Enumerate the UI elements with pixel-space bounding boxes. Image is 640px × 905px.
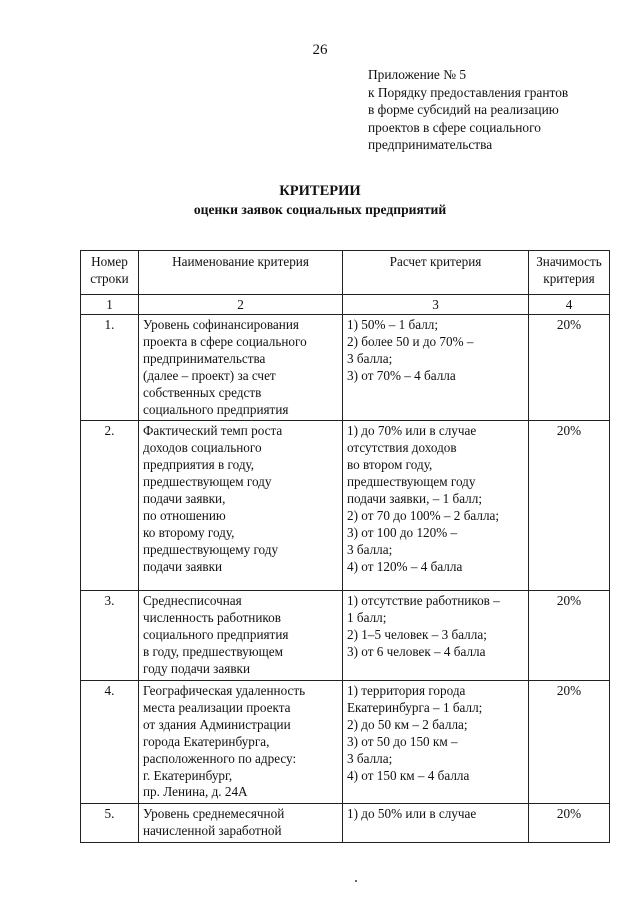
criterion-calc [343,804,529,843]
appendix-note [368,66,628,154]
text-line: 1) территория города [347,682,466,698]
text-line: подачи заявки, – 1 балл; [347,491,482,507]
text-line: во втором году, [347,457,433,473]
criteria-table [80,250,610,843]
text-line: предшествующем году [347,474,476,490]
text-line: предшествующем году [143,474,272,490]
text-line: собственных средств [143,384,262,400]
header-criterion-weight [529,251,610,295]
document-title: КРИТЕРИИ [279,183,361,199]
text-line: (далее – проект) за счет [143,367,276,383]
header-criterion-calc [343,251,529,295]
text-line: 2) от 70 до 100% – 2 балла; [347,507,500,523]
text-line: 1) до 70% или в случае [347,423,477,439]
text-line: от здания Администрации [143,716,291,732]
text-line: ко второму году, [143,524,235,540]
text-line: Географическая удаленность [143,682,306,698]
header-line: Значимость [536,254,602,269]
row-number: 3. [81,591,139,681]
text-line: подачи заявки, [143,491,226,507]
text-line: отсутствия доходов [347,440,457,456]
text-line: места реализации проекта [143,699,291,715]
table-row [81,421,610,591]
column-index: 4 [529,295,610,315]
criterion-name [139,315,343,421]
appendix-line: в форме субсидий на реализацию [368,102,559,118]
text-line: по отношению [143,507,226,523]
table-row [81,804,610,843]
text-line: пр. Ленина, д. 24А [143,784,248,800]
text-line: 4) от 150 км – 4 балла [347,767,470,783]
text-line: доходов социального [143,440,262,456]
text-line: предпринимательства [143,350,266,366]
text-line: расположенного по адресу: [143,750,297,766]
text-line: Среднесписочная [143,593,242,609]
text-line: 3 балла; [347,350,393,366]
header-line: Наименование критерия [172,254,309,269]
text-line: 1) 50% – 1 балл; [347,317,439,332]
text-line: 3) от 100 до 120% – [347,524,458,540]
document-subtitle: оценки заявок социальных предприятий [193,202,447,217]
column-index: 3 [343,295,529,315]
text-line: 1) отсутствие работников – [347,593,500,609]
text-line: Уровень софинансирования [143,317,299,332]
row-number: 2. [81,421,139,591]
criterion-weight: 20% [529,804,610,843]
appendix-line: к Порядку предоставления грантов [368,84,569,100]
table-row [81,591,610,681]
scan-dot [355,880,357,882]
criterion-weight: 20% [529,591,610,681]
text-line: Фактический темп роста [143,423,283,439]
text-line: 3 балла; [347,750,393,766]
table-row [81,680,610,803]
text-line: социального предприятия [143,627,289,643]
criterion-weight: 20% [529,315,610,421]
text-line: 3 балла; [347,541,393,557]
text-line: города Екатеринбурга, [143,733,270,749]
criterion-name [139,804,343,843]
appendix-line: Приложение № 5 [368,67,467,82]
header-line: Номер [91,254,128,269]
criterion-weight: 20% [529,421,610,591]
text-line: предприятия в году, [143,457,255,473]
text-line: году подачи заявки [143,661,251,677]
criterion-weight: 20% [529,680,610,803]
text-line: численность работников [143,610,281,626]
text-line: 3) от 50 до 150 км – [347,733,458,749]
criterion-name [139,591,343,681]
text-line: 4) от 120% – 4 балла [347,558,463,574]
row-number: 5. [81,804,139,843]
text-line: 2) 1–5 человек – 3 балла; [347,627,487,643]
column-index-row [81,295,610,315]
text-line: проекта в сфере социального [143,333,307,349]
text-line: социального предприятия [143,401,289,417]
row-number: 1. [81,315,139,421]
criterion-calc [343,680,529,803]
text-line: 1 балл; [347,610,387,626]
page-number: 26 [312,42,328,58]
criterion-name [139,421,343,591]
table-row [81,315,610,421]
text-line: 2) до 50 км – 2 балла; [347,716,468,732]
column-index: 1 [81,295,139,315]
header-line: критерия [543,271,595,286]
text-line: в году, предшествующем [143,644,283,660]
criterion-calc [343,315,529,421]
criterion-name [139,680,343,803]
appendix-line: предпринимательства [368,137,493,153]
text-line: предшествующему году [143,541,279,557]
text-line: подачи заявки [143,558,223,574]
header-line: Расчет критерия [389,254,482,269]
text-line: 3) от 70% – 4 балла [347,367,456,383]
text-line: 1) до 50% или в случае [347,806,477,822]
appendix-line: проектов в сфере социального [368,119,541,135]
text-line: 2) более 50 и до 70% – [347,333,474,349]
row-number: 4. [81,680,139,803]
text-line: Екатеринбурга – 1 балл; [347,699,483,715]
column-index: 2 [139,295,343,315]
criterion-calc [343,421,529,591]
text-line: Уровень среднемесячной [143,806,285,822]
text-line: начисленной заработной [143,823,282,839]
header-row [81,251,610,295]
header-line: строки [90,271,129,286]
header-row-number [81,251,139,295]
criterion-calc [343,591,529,681]
text-line: г. Екатеринбург, [143,767,233,783]
header-criterion-name [139,251,343,295]
text-line: 3) от 6 человек – 4 балла [347,644,486,660]
